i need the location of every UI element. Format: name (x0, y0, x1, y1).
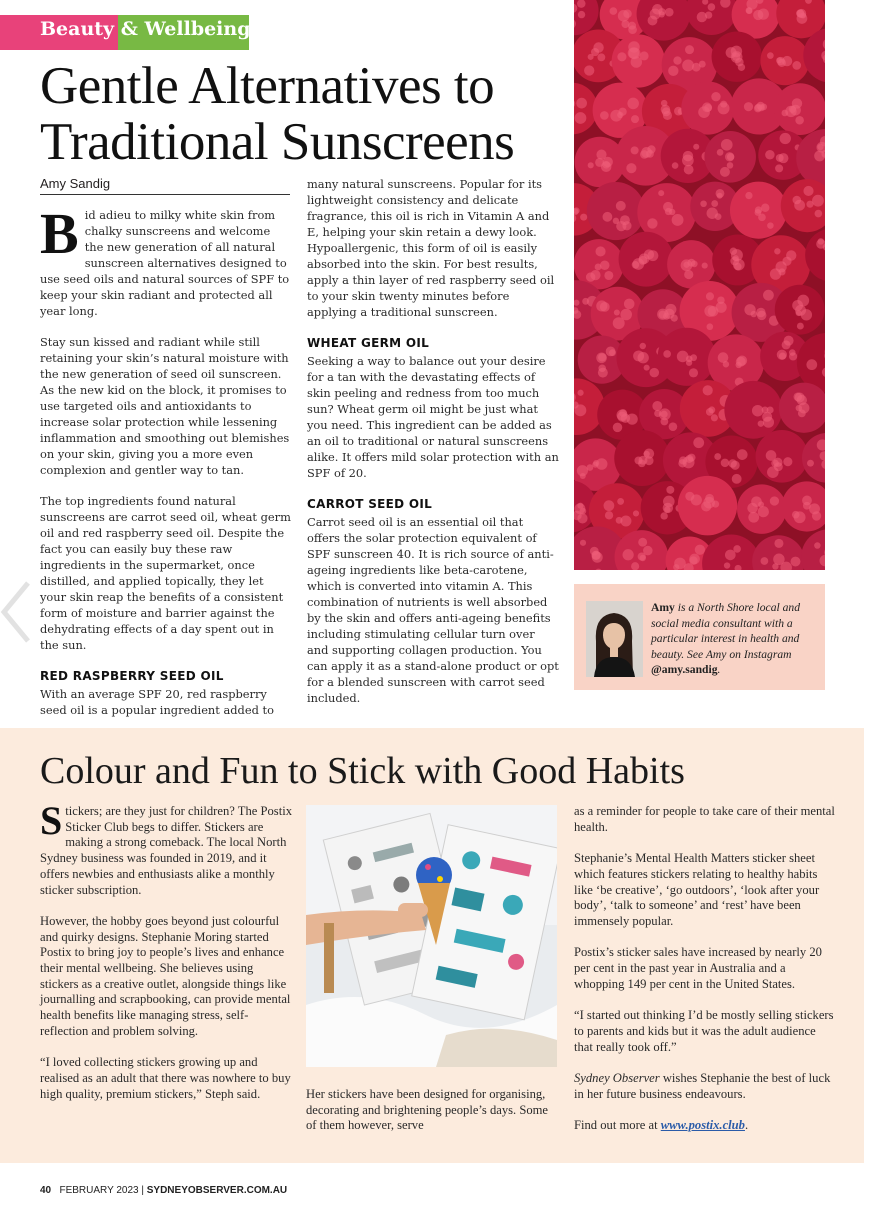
raspberry-drupelet (782, 110, 789, 117)
raspberry-drupelet (817, 144, 823, 150)
raspberry-drupelet (669, 422, 678, 431)
raspberry-drupelet (650, 9, 661, 20)
raspberry-drupelet (578, 11, 585, 18)
raspberry-drupelet (647, 218, 657, 228)
raspberry-drupelet (639, 456, 648, 465)
raspberry-drupelet (582, 298, 589, 305)
raspberry-drupelet (640, 343, 646, 349)
raspberry-drupelet (812, 511, 821, 520)
raspberry-drupelet (693, 144, 699, 150)
raspberry-drupelet (596, 149, 606, 159)
raspberry-drupelet (803, 186, 813, 196)
raspberry-drupelet (693, 437, 704, 448)
raspberry-drupelet (772, 563, 778, 569)
raspberry-drupelet (616, 201, 626, 211)
author-bio: Amy is a North Shore local and social media consultant with a particular interest in health and beauty. See Amy on Instagram @amy.sandig. (651, 601, 800, 676)
raspberry-drupelet (685, 455, 693, 463)
raspberry-drupelet (598, 353, 606, 361)
raspberry-drupelet (633, 258, 645, 270)
raspberry-drupelet (731, 249, 743, 261)
paragraph: “I loved collecting stickers growing up and realised as an adult that there was nowhere to buy high quality, premium stickers,” Steph said. (40, 1055, 291, 1101)
raspberry-drupelet (770, 496, 779, 505)
raspberry-drupelet (753, 10, 763, 20)
raspberry-drupelet (791, 557, 801, 567)
raspberry-drupelet (770, 268, 781, 279)
raspberry-drupelet (736, 362, 742, 368)
raspberry-drupelet (604, 500, 615, 511)
raspberry-drupelet (631, 562, 639, 570)
paragraph: Find out more at www.postix.club. (574, 1117, 749, 1132)
raspberry-drupelet (617, 498, 624, 505)
raspberry-drupelet (754, 104, 762, 112)
raspberry-drupelet (717, 149, 724, 156)
raspberry-drupelet (600, 302, 610, 312)
raspberry-drupelet (617, 52, 626, 61)
raspberry-drupelet (731, 461, 740, 470)
raspberry-drupelet (663, 350, 671, 358)
raspberry-drupelet (701, 501, 711, 511)
article-headline: Gentle Alternatives to Traditional Sunscreens (40, 57, 515, 171)
raspberry-drupelet (580, 508, 587, 515)
raspberry-drupelet (660, 418, 668, 426)
raspberry-drupelet (588, 162, 594, 168)
raspberries-photo (574, 0, 825, 570)
raspberry-drupelet (795, 392, 805, 402)
raspberry-drupelet (664, 506, 670, 512)
raspberry-drupelet (765, 150, 774, 159)
raspberry-drupelet (708, 306, 719, 317)
raspberry-drupelet (665, 304, 676, 315)
dropcap: S (40, 798, 63, 843)
raspberry-drupelet (726, 47, 737, 58)
raspberry-drupelet (758, 506, 769, 517)
raspberry-drupelet (624, 299, 635, 310)
raspberry-drupelet (798, 403, 809, 414)
raspberry-drupelet (628, 41, 639, 52)
raspberry-drupelet (714, 453, 721, 460)
raspberry-drupelet (773, 554, 784, 565)
raspberry-drupelet (766, 450, 777, 461)
raspberry-drupelet (775, 164, 783, 172)
raspberry-drupelet (621, 413, 630, 422)
raspberry-drupelet (638, 352, 649, 363)
raspberry-drupelet (640, 150, 649, 159)
raspberry-drupelet (724, 562, 730, 568)
raspberry-drupelet (590, 270, 600, 280)
raspberry-drupelet (697, 12, 707, 22)
raspberry-drupelet (815, 210, 823, 218)
raspberry-drupelet (711, 414, 718, 421)
raspberry-drupelet (750, 311, 757, 318)
paragraph: “I started out thinking I’d be mostly selling stickers to parents and kids but it was the adult audience that really took off.” (574, 1008, 834, 1054)
raspberry-drupelet (720, 167, 730, 177)
raspberry-drupelet (580, 473, 586, 479)
raspberry-drupelet (591, 48, 599, 56)
raspberry-drupelet (623, 549, 634, 560)
raspberry-drupelet (668, 66, 678, 76)
raspberry-drupelet (748, 512, 759, 523)
raspberry-drupelet (584, 65, 594, 75)
article-column-1: Bid adieu to milky white skin from chalky sunscreens and welcome the new generation of all natural sunscreen alternatives designed to use seed oils and natural sources of SPF to keep your skin radiant and protected all year long. Stay sun kissed and radiant while still retaining your skin’s natural moisture with the new generation of seed oil sunscreen. As the new kid on the block, it promises to use targeted oils and antioxidants to increase solar protection while lessening inflammation and smoothing out blemishes on your skin, giving you a more even complexion and gentler way to tan. The top ingredients found natural sunscreens are carrot seed oil, wheat germ oil and red raspberry seed oil. Despite the fact you can easily buy these raw ingredients in the supermarket, once distilled, and applied topically, they let your skin reap the benefits of a consistent form of moisture and barrier against the dehydrating effects of a day spent out in the sun. RED RASPBERRY SEED OIL With an average SPF 20, red raspberry seed oil is a popular ingredient added to (40, 201, 291, 717)
raspberry-drupelet (761, 204, 769, 212)
article2-column-3 (574, 804, 836, 1149)
avatar (586, 601, 643, 677)
raspberry-drupelet (702, 263, 708, 269)
raspberry-drupelet (706, 292, 714, 300)
raspberry-drupelet (707, 323, 714, 330)
raspberry-drupelet (706, 408, 714, 416)
subheading-wheat-germ: WHEAT GERM OIL (307, 336, 430, 350)
raspberry-drupelet (638, 552, 646, 560)
raspberry-drupelet (744, 102, 753, 111)
raspberry-drupelet (806, 359, 817, 370)
raspberry-drupelet (797, 323, 804, 330)
raspberry-drupelet (684, 270, 693, 279)
raspberry-drupelet (771, 460, 779, 468)
raspberry-drupelet (666, 486, 674, 494)
raspberry-drupelet (614, 309, 620, 315)
raspberry-drupelet (620, 309, 632, 321)
raspberries-illustration (574, 0, 825, 570)
raspberry-drupelet (595, 246, 605, 256)
raspberry-drupelet (767, 222, 773, 228)
raspberry-drupelet (689, 554, 700, 565)
sticker-illustration (306, 805, 557, 1067)
article-column-2 (307, 176, 559, 721)
raspberry-drupelet (628, 22, 636, 30)
raspberry-drupelet (801, 309, 812, 320)
raspberry-drupelet (814, 542, 820, 548)
raspberry-drupelet (644, 365, 650, 371)
raspberry-drupelet (780, 133, 791, 144)
raspberry-drupelet (745, 192, 752, 199)
article2-column-2 (306, 1087, 558, 1150)
raspberry-drupelet (613, 423, 623, 433)
raspberry-drupelet (794, 200, 805, 211)
raspberry-drupelet (698, 106, 710, 118)
paragraph: However, the hobby goes beyond just colourful and quirky designs. Stephanie Moring started Postix to bring joy to people’s lives and enhance their mental wellbeing. She believes using stickers as a creative outlet, alongside things like journalling and scrapbooking, can provide mental health benefits like managing stress, self-reflection and problem solving. (40, 913, 291, 1038)
raspberry-drupelet (807, 460, 814, 467)
raspberry-drupelet (597, 53, 605, 61)
raspberry-drupelet (756, 308, 765, 317)
raspberry-drupelet (596, 458, 608, 470)
paragraph: Seeking a way to balance out your desire for a tan with the devastating effects of skin peeling and redness from too much sun? Wheat germ oil might be just what you need. This ingredient can be added as an oil to traditional or natural sunscreens alike. It offers mild solar protection with an SPF of 20. (307, 354, 559, 480)
article2-headline: Colour and Fun to Stick with Good Habits (40, 750, 685, 792)
article2-column-1: Stickers; are they just for children? The Postix Sticker Club begs to differ. Stickers are making a strong comeback. The local North Sydney business was founded in 2019, and it offers newbies and enthusiasts alike a monthly sticker subscription. However, the hobby goes beyond just colourful and quirky designs. Stephanie Moring started Postix to bring joy to people’s lives and enhance their mental wellbeing. She believes using stickers as a creative outlet, alongside things like journalling and scrapbooking, can provide mental health benefits like managing stress, self-reflection and problem solving. “I loved collecting stickers growing up and realised as an adult that there was nowhere to buy high quality, premium stickers,” Steph said. (40, 798, 292, 1101)
raspberry-drupelet (626, 163, 636, 173)
section-tag-label: Beauty & Wellbeing (40, 18, 251, 40)
raspberry-drupelet (638, 538, 647, 547)
raspberry-drupelet (802, 496, 812, 506)
raspberry-drupelet (633, 510, 639, 516)
raspberry-drupelet (707, 208, 718, 219)
raspberry-drupelet (606, 346, 616, 356)
raspberry-drupelet (631, 115, 639, 123)
raspberry-drupelet (665, 8, 674, 17)
raspberry-drupelet (784, 336, 794, 346)
raspberry-drupelet (580, 214, 587, 221)
raspberry-drupelet (600, 260, 609, 269)
raspberry-drupelet (776, 154, 784, 162)
raspberry-drupelet (783, 457, 792, 466)
raspberry-drupelet (674, 558, 686, 570)
raspberry-drupelet (737, 449, 748, 460)
paragraph: Stephanie’s Mental Health Matters sticker sheet which features stickers relating to healthy habits like ‘be creative’, ‘go outdoors’, ‘look after your body’, ‘talk to someone’ and ‘rest’ have been immensely popular. (574, 851, 820, 928)
raspberry-drupelet (605, 511, 613, 519)
raspberry-drupelet (767, 52, 774, 59)
raspberry-drupelet (758, 420, 764, 426)
raspberry-drupelet (763, 290, 774, 301)
raspberry-drupelet (774, 539, 783, 548)
raspberry-drupelet (677, 351, 689, 363)
raspberry-drupelet (685, 45, 694, 54)
raspberry-drupelet (627, 98, 639, 110)
raspberry-drupelet (609, 7, 617, 15)
raspberry-drupelet (774, 248, 780, 254)
raspberry-drupelet (727, 162, 734, 169)
raspberry-drupelet (703, 385, 713, 395)
raspberry-drupelet (762, 406, 769, 413)
subheading-raspberry: RED RASPBERRY SEED OIL (40, 669, 224, 683)
raspberry-drupelet (616, 221, 626, 231)
raspberry-drupelet (598, 368, 608, 378)
raspberry-drupelet (721, 459, 730, 468)
dropcap: B (40, 201, 79, 266)
raspberry-drupelet (732, 474, 742, 484)
raspberry-drupelet (574, 404, 586, 416)
raspberry-drupelet (761, 557, 769, 565)
raspberry-drupelet (649, 368, 659, 378)
raspberry-drupelet (691, 494, 702, 505)
raspberry-drupelet (721, 139, 733, 151)
raspberry-drupelet (640, 51, 649, 60)
paragraph: The top ingredients found natural sunscreens are carrot seed oil, wheat germ oil and red raspberry seed oil. Despite the fact you can easily buy these raw ingredients in the supermarket, once distilled, and applied topically, they let your skin reap the benefits of a consistent form of moisture and barrier against the dehydrating effects of a day spent out in the sun. (40, 494, 291, 652)
raspberry (637, 0, 691, 41)
raspberry-drupelet (789, 106, 796, 113)
paragraph: many natural sunscreens. Popular for its lightweight consistency and delicate fragrance, this oil is rich in Vitamin A and E, helping your skin retain a dewy look. Hypoallergenic, this form of oil is easily absorbed into the skin. For best results, apply a thin layer of red raspberry seed oil to your skin twenty minutes before applying a traditional sunscreen. (307, 177, 555, 319)
raspberry-drupelet (665, 208, 672, 215)
raspberry-drupelet (652, 401, 662, 411)
raspberry-drupelet (672, 162, 679, 169)
paragraph: Carrot seed oil is an essential oil that offers the solar protection equivalent of SPF sunscreen 40. It is rich source of anti-ageing ingredients like beta-carotene, which is converted into vitamin A. This combination of nutrients is well absorbed by the skin and offers anti-ageing benefits including stimulating cellular turn over and supporting collagen production. You can apply it as a stand-alone product or opt for a blended sunscreen with carrot seed included. (307, 515, 559, 705)
raspberry (587, 182, 645, 240)
page-footer: 40 FEBRUARY 2023 | SYDNEYOBSERVER.COM.AU (40, 1185, 288, 1196)
raspberry-drupelet (699, 61, 706, 68)
raspberry-drupelet (576, 98, 587, 109)
paragraph: Postix’s sticker sales have increased by nearly 20 per cent in the past year in Australia and a whopping 149 per cent in the United States. (574, 945, 822, 991)
paragraph: Stay sun kissed and radiant while still retaining your skin’s natural moisture with the new generation of seed oil sunscreen. As the new kid on the block, it promises to use targeted oils and antioxidants to increase solar protection while lessening inflammation and smoothing out blemishes on your skin, giving you a more even complexion and gentler way to tan. (40, 335, 290, 477)
raspberry-drupelet (600, 111, 609, 120)
raspberry-drupelet (603, 212, 613, 222)
raspberry-drupelet (725, 152, 734, 161)
raspberry-drupelet (695, 545, 705, 555)
raspberry-drupelet (712, 501, 719, 508)
raspberry-drupelet (683, 151, 693, 161)
raspberry-drupelet (689, 368, 698, 377)
raspberry-drupelet (595, 264, 602, 271)
raspberry-drupelet (700, 200, 707, 207)
paragraph: as a reminder for people to take care of their mental health. (574, 804, 835, 834)
raspberry-drupelet (797, 295, 809, 307)
raspberry-drupelet (733, 545, 741, 553)
raspberry-drupelet (672, 214, 684, 226)
raspberry-drupelet (577, 390, 583, 396)
raspberry (756, 430, 809, 483)
raspberry-drupelet (717, 296, 725, 304)
raspberry-drupelet (758, 214, 766, 222)
raspberry-drupelet (795, 116, 804, 125)
sticker-photo (306, 805, 557, 1067)
raspberry-drupelet (658, 190, 664, 196)
paragraph: Her stickers have been designed for organising, decorating and brightening people’s days. Some of them however, serve (306, 1087, 549, 1133)
raspberry-drupelet (673, 56, 681, 64)
raspberry-drupelet (683, 262, 689, 268)
raspberry-drupelet (686, 360, 692, 366)
raspberry-drupelet (661, 100, 668, 107)
raspberry-drupelet (723, 361, 729, 367)
raspberry-drupelet (684, 165, 694, 175)
raspberry-drupelet (789, 349, 796, 356)
raspberry-drupelet (610, 110, 622, 122)
raspberry-drupelet (647, 250, 658, 261)
raspberry-drupelet (717, 193, 723, 199)
raspberry-drupelet (604, 271, 613, 280)
raspberry-drupelet (711, 92, 720, 101)
raspberry-drupelet (592, 552, 603, 563)
postix-link[interactable]: www.postix.club (660, 1117, 745, 1132)
raspberry-drupelet (618, 10, 630, 22)
raspberry-drupelet (660, 512, 667, 519)
raspberry-drupelet (616, 517, 623, 524)
raspberry-drupelet (575, 112, 587, 124)
previous-page-chevron-icon[interactable] (0, 577, 30, 647)
byline: Amy Sandig (40, 176, 290, 195)
subheading-carrot-seed: CARROT SEED OIL (307, 497, 433, 511)
raspberry-drupelet (792, 61, 801, 70)
paragraph: With an average SPF 20, red raspberry seed oil is a popular ingredient added to (40, 687, 274, 717)
raspberry-drupelet (708, 3, 716, 11)
raspberry-drupelet (794, 511, 806, 523)
raspberry-drupelet (718, 102, 730, 114)
raspberry-drupelet (631, 146, 639, 154)
raspberry-drupelet (812, 195, 824, 207)
raspberry-drupelet (580, 540, 586, 546)
raspberry-drupelet (777, 350, 787, 360)
raspberry-drupelet (782, 56, 792, 66)
raspberry-drupelet (763, 417, 774, 428)
raspberry-drupelet (735, 58, 744, 67)
raspberry-drupelet (711, 200, 718, 207)
raspberry-drupelet (800, 12, 806, 18)
paragraph: Sydney Observer wishes Stephanie the best of luck in her future business endeavours. (574, 1070, 831, 1101)
raspberry-drupelet (814, 150, 825, 161)
